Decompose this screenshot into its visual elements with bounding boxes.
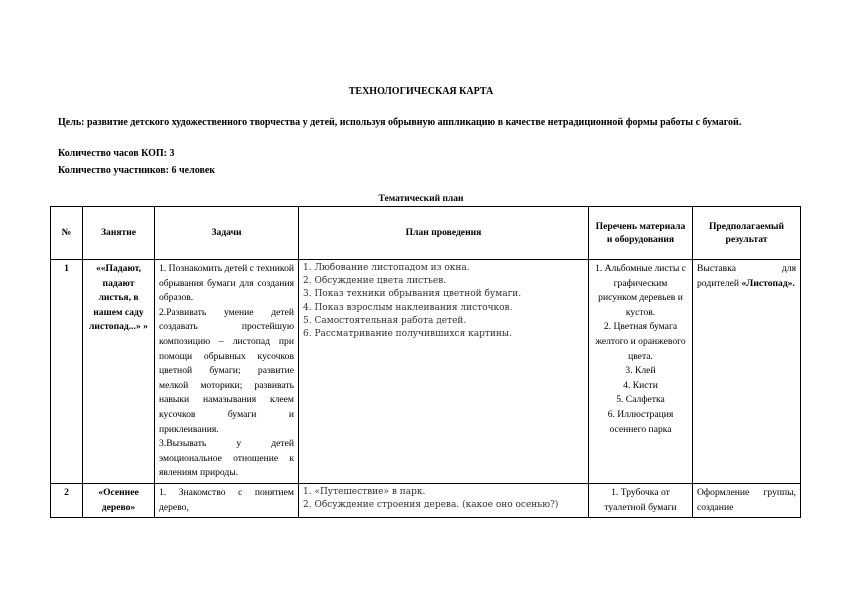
header-tasks: Задачи	[155, 207, 299, 260]
table-header-row	[51, 207, 801, 260]
thematic-plan-table	[50, 206, 801, 518]
header-result: Предполагаемый результат	[693, 207, 801, 260]
task-item: 2.Развивать умение детей создавать простейшую композицию – листопад при помощи обрывных кусочков цветной бумаги; развитие мелкой моторики; развивать навыки намазывания клеем кусочков бумаги и приклеивания.	[159, 306, 294, 435]
header-materials: Перечень материала и оборудования	[589, 207, 693, 260]
header-plan: План проведения	[299, 207, 589, 260]
row2-result: Оформление группы, создание	[693, 483, 801, 517]
result-exhibit-name: «Листопад».	[741, 277, 795, 289]
plan-item: 4. Показ взрослым наклеивания листочков.	[303, 302, 513, 313]
row2-materials: 1. Трубочка от туалетной бумаги	[589, 483, 693, 517]
row1-materials	[589, 260, 693, 484]
row1-lesson: ««Падают, падают листья, в нашем саду листопад...» »	[83, 260, 155, 484]
hours-line: Количество часов КОП: 3	[58, 148, 175, 159]
row2-lesson: «Осеннее дерево»	[83, 483, 155, 517]
task-item: 3.Вызывать у детей эмоциональное отношение к явлениям природы.	[159, 438, 294, 479]
material-item: 2. Цветная бумага желтого и оранжевого цвета.	[595, 321, 686, 362]
material-item: 6. Иллюстрация осеннего парка	[607, 408, 674, 435]
task-item: 1. Познакомить детей с техникой обрывания бумаги для создания образов.	[159, 263, 294, 304]
row1-plan	[299, 260, 589, 484]
plan-item: 3. Показ техники обрывания цветной бумаги.	[303, 289, 522, 300]
material-item: 3. Клей	[625, 365, 656, 377]
material-item: 4. Кисти	[623, 379, 658, 391]
material-item: 5. Салфетка	[616, 394, 665, 406]
plan-item: 1. Любование листопадом из окна.	[303, 263, 470, 273]
material-item: 1. Альбомные листы с графическим рисунком деревьев и кустов.	[595, 263, 686, 318]
plan-item: 1. «Путешествие» в парк.	[303, 486, 426, 497]
document-title: ТЕХНОЛОГИЧЕСКАЯ КАРТА	[348, 86, 494, 97]
plan-item: 2. Обсуждение цвета листьев.	[303, 276, 447, 287]
plan-item: 5. Самостоятельная работа детей.	[303, 315, 467, 326]
plan-item: 6. Рассматривание получившихся картины.	[303, 329, 512, 340]
plan-item: 2. Обсуждение строения дерева. (какое оно осенью?)	[303, 500, 559, 511]
participants-line: Количество участников: 6 человек	[58, 165, 216, 176]
result-text: Выставка для родителей	[697, 263, 796, 289]
row1-number: 1	[51, 260, 83, 484]
row2-plan	[299, 483, 589, 517]
header-lesson: Занятие	[83, 207, 155, 260]
row1-tasks	[155, 260, 299, 484]
row2-tasks: 1. Знакомство с понятием дерево,	[155, 483, 299, 517]
row1-result	[693, 260, 801, 484]
header-number: №	[51, 207, 83, 260]
goal-text: Цель: развитие детского художественного творчества у детей, используя обрывную аппликацию в качестве нетрадиционной формы работы с бумагой.	[58, 117, 742, 128]
table-row	[51, 483, 801, 517]
row2-number: 2	[51, 483, 83, 517]
table-row	[51, 260, 801, 484]
plan-caption: Тематический план	[378, 194, 464, 204]
